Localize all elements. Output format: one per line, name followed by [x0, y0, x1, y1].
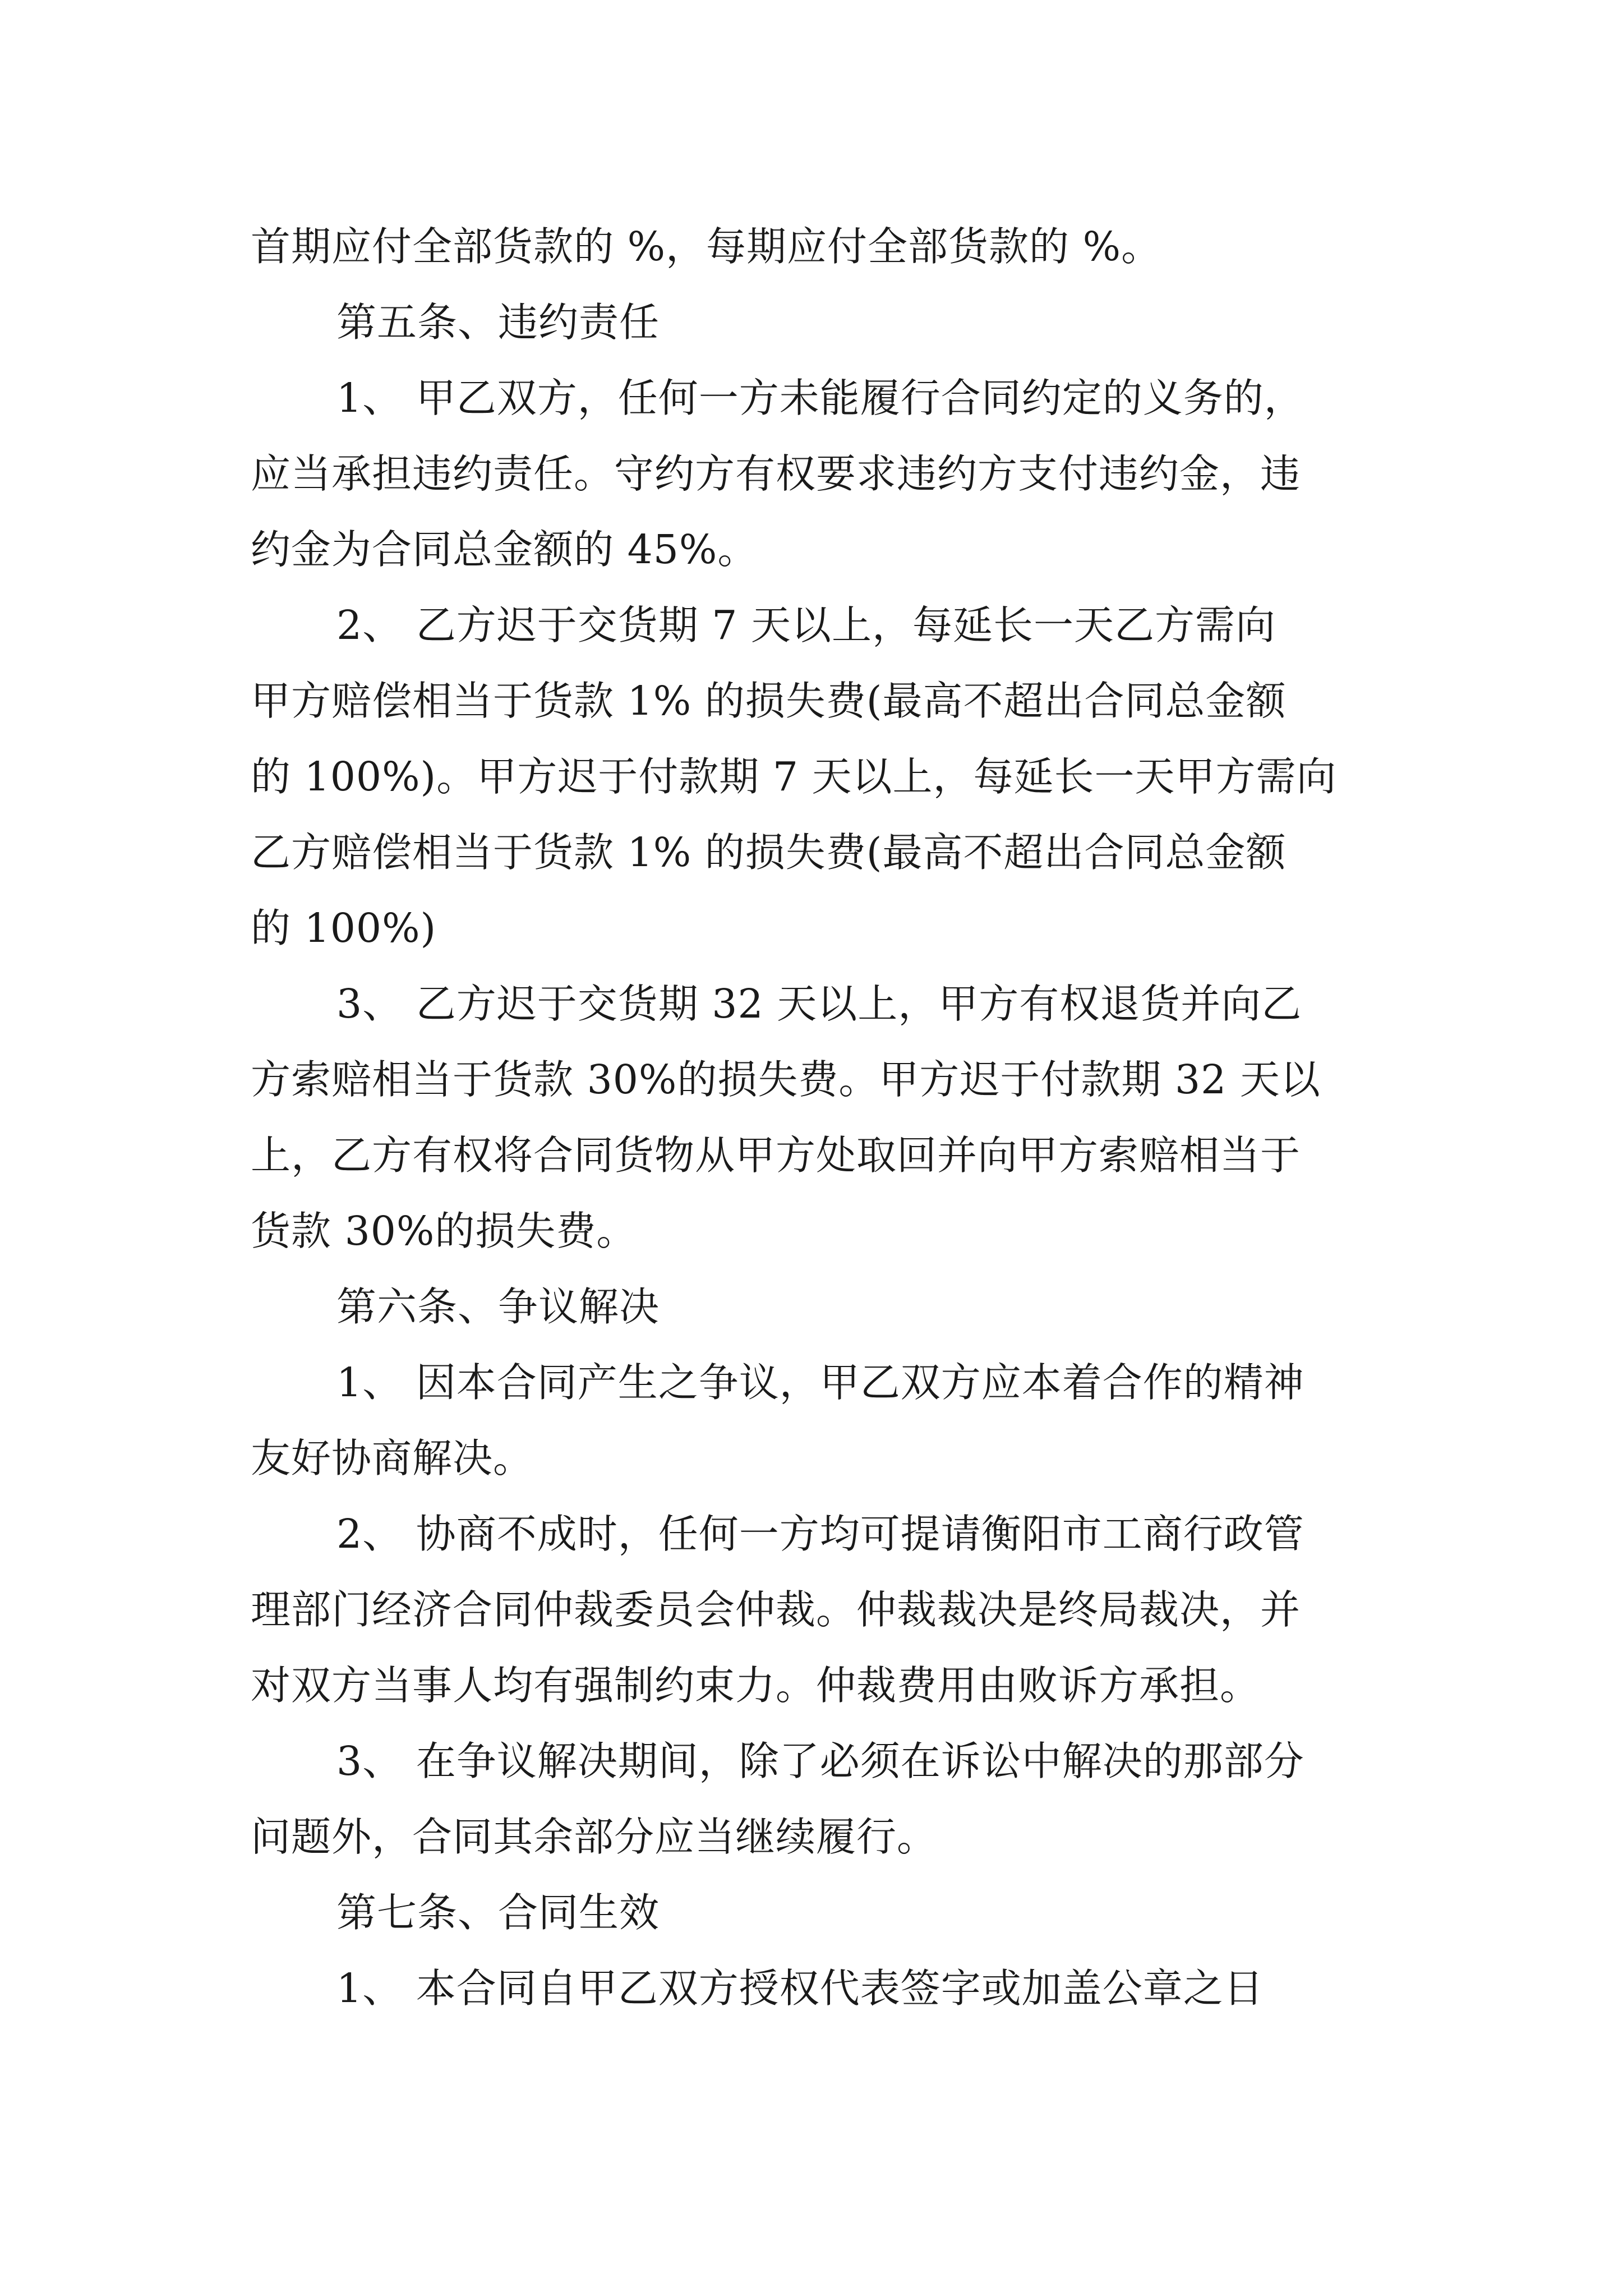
- text-line: 3、 乙方迟于交货期 32 天以上，甲方有权退货并向乙: [336, 981, 1302, 1027]
- text-line: 2、 协商不成时，任何一方均可提请衡阳市工商行政管: [336, 1511, 1304, 1557]
- text-line: 的 100%): [251, 905, 437, 951]
- text-line: 上，乙方有权将合同货物从甲方处取回并向甲方索赔相当于: [251, 1132, 1301, 1179]
- text-line: 对双方当事人均有强制约束力。仲裁费用由败诉方承担。: [251, 1662, 1261, 1709]
- text-line: 约金为合同总金额的 45%。: [251, 526, 758, 573]
- text-line: 理部门经济合同仲裁委员会仲裁。仲裁裁决是终局裁决，并: [251, 1586, 1301, 1633]
- text-line: 问题外，合同其余部分应当继续履行。: [251, 1814, 938, 1860]
- text-line: 的 100%)。甲方迟于付款期 7 天以上，每延长一天甲方需向: [251, 753, 1337, 800]
- text-line: 3、 在争议解决期间，除了必须在诉讼中解决的那部分: [336, 1738, 1304, 1784]
- section-heading: 第六条、争议解决: [336, 1283, 660, 1330]
- text-line: 方索赔相当于货款 30%的损失费。甲方迟于付款期 32 天以: [251, 1056, 1321, 1103]
- text-line: 1、 甲乙双方，任何一方未能履行合同约定的义务的，: [336, 375, 1304, 421]
- section-heading: 第七条、合同生效: [336, 1889, 660, 1936]
- section-heading: 第五条、违约责任: [336, 299, 660, 346]
- text-line: 友好协商解决。: [251, 1435, 534, 1481]
- text-line: 首期应付全部货款的 %，每期应付全部货款的 %。: [251, 223, 1162, 270]
- text-line: 甲方赔偿相当于货款 1% 的损失费(最高不超出合同总金额: [251, 678, 1287, 724]
- text-line: 货款 30%的损失费。: [251, 1208, 637, 1254]
- text-line: 1、 因本合同产生之争议，甲乙双方应本着合作的精神: [336, 1359, 1304, 1406]
- text-line: 2、 乙方迟于交货期 7 天以上，每延长一天乙方需向: [336, 602, 1276, 648]
- text-line: 乙方赔偿相当于货款 1% 的损失费(最高不超出合同总金额: [251, 829, 1287, 876]
- text-line: 1、 本合同自甲乙双方授权代表签字或加盖公章之日: [336, 1965, 1264, 2012]
- text-line: 应当承担违约责任。守约方有权要求违约方支付违约金，违: [251, 450, 1301, 497]
